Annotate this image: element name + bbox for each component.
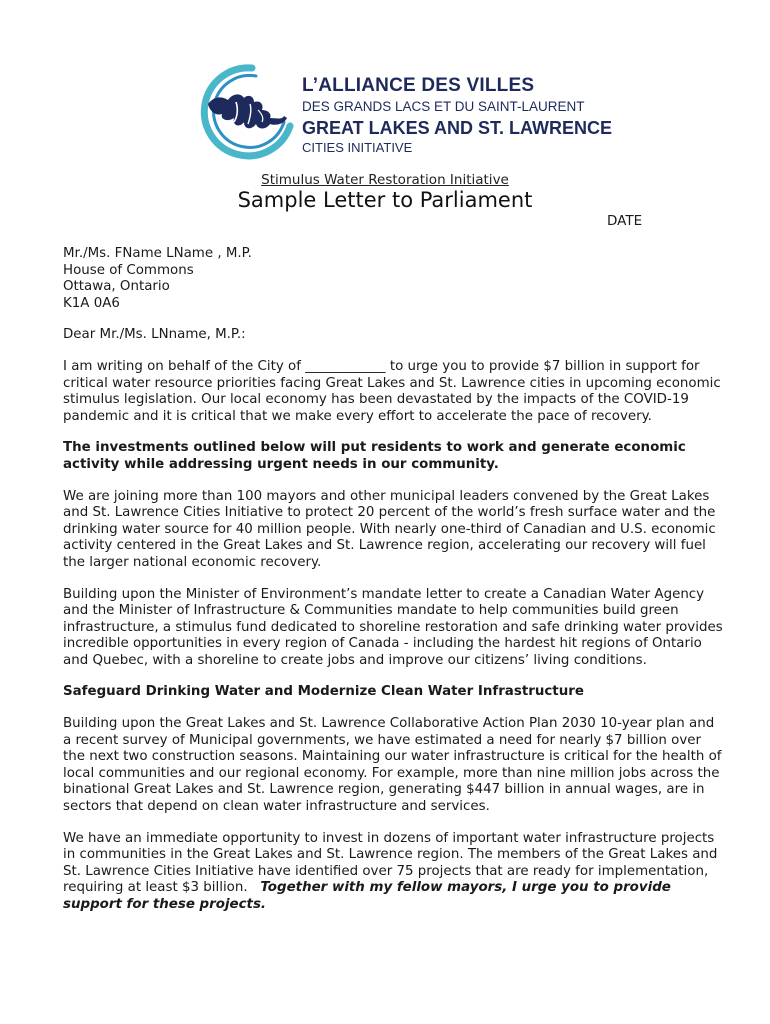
projects-text: We have an immediate opportunity to invest in dozens of important water infrastructure projects in communities in the Great Lakes and St. Lawrence region. The members of the Great Lakes and St. Lawrence Cities Initiative have identified over 75 projects that are ready for implementation, requiring at least $3 billion. <box>63 830 718 896</box>
address-line: House of Commons <box>63 262 194 278</box>
address-line: K1A 0A6 <box>63 295 120 311</box>
logo-text <box>302 76 612 154</box>
address-line: Mr./Ms. FName LName , M.P. <box>63 246 252 261</box>
projects-emphasis: Together with my fellow mayors, I urge you to provide support for these projects. <box>63 880 671 912</box>
section-heading: Safeguard Drinking Water and Modernize Clean Water Infrastructure <box>63 684 584 700</box>
recipient-address <box>63 246 723 312</box>
paragraph-mayors: We are joining more than 100 mayors and other municipal leaders convened by the Great Lakes and St. Lawrence Cities Initiative to protect 20 percent of the world’s fresh surface water and the drinking water source for 40 million people. With nearly one-third of Canadian and U.S. economic activity centered in the Great Lakes and St. Lawrence region, accelerating our recovery will fuel the larger national economic recovery. <box>63 488 716 570</box>
address-line: Ottawa, Ontario <box>63 279 170 295</box>
salutation: Dear Mr./Ms. LNname, M.P.: <box>63 327 246 343</box>
letter-subtitle: Stimulus Water Restoration Initiative <box>261 172 509 188</box>
paragraph-projects <box>63 831 723 914</box>
paragraph-minister: Building upon the Minister of Environment’s mandate letter to create a Canadian Water Agency and the Minister of Infrastructure & Communities mandate to help communities build green infrastructure, a stimulus fund dedicated to shoreline restoration and safe drinking water provides incredible opportunities in every region of Canada - including the hardest hit regions of Ontario and Quebec, with a shoreline to create jobs and improve our citizens’ living conditions. <box>63 586 723 668</box>
paragraph-action-plan: Building upon the Great Lakes and St. Lawrence Collaborative Action Plan 2030 10-year plan and a recent survey of Municipal governments, we have estimated a need for nearly $7 billion over the next two construction seasons. Maintaining our water infrastructure is critical for the health of local communities and our regional economy. For example, more than nine million jobs across the binational Great Lakes and St. Lawrence region, generating $447 billion in annual wages, are in sectors that depend on clean water infrastructure and services. <box>63 716 722 815</box>
alliance-logo <box>192 60 613 160</box>
letter-body <box>63 246 723 929</box>
great-lakes-logo-icon <box>192 60 296 160</box>
letter-title: Sample Letter to Parliament <box>237 188 533 212</box>
logo-line-alliance: L’ALLIANCE DES VILLES <box>302 75 535 96</box>
letter-date: DATE <box>607 213 643 229</box>
paragraph-intro: I am writing on behalf of the City of ____________ to urge you to provide $7 billion in support for critical water resource priorities facing Great Lakes and St. Lawrence cities in upcoming economic stimulus legislation. Our local economy has been devastated by the impacts of the COVID-19 pandemic and it is critical that we make every effort to accelerate the pace of recovery. <box>63 358 721 424</box>
logo-line-great-lakes: GREAT LAKES AND ST. LAWRENCE <box>302 117 613 138</box>
logo-line-cities: CITIES INITIATIVE <box>302 139 413 155</box>
logo-line-grands-lacs: DES GRANDS LACS ET DU SAINT-LAURENT <box>302 99 585 114</box>
paragraph-investments: The investments outlined below will put residents to work and generate economic activity while addressing urgent needs in our community. <box>63 440 686 472</box>
